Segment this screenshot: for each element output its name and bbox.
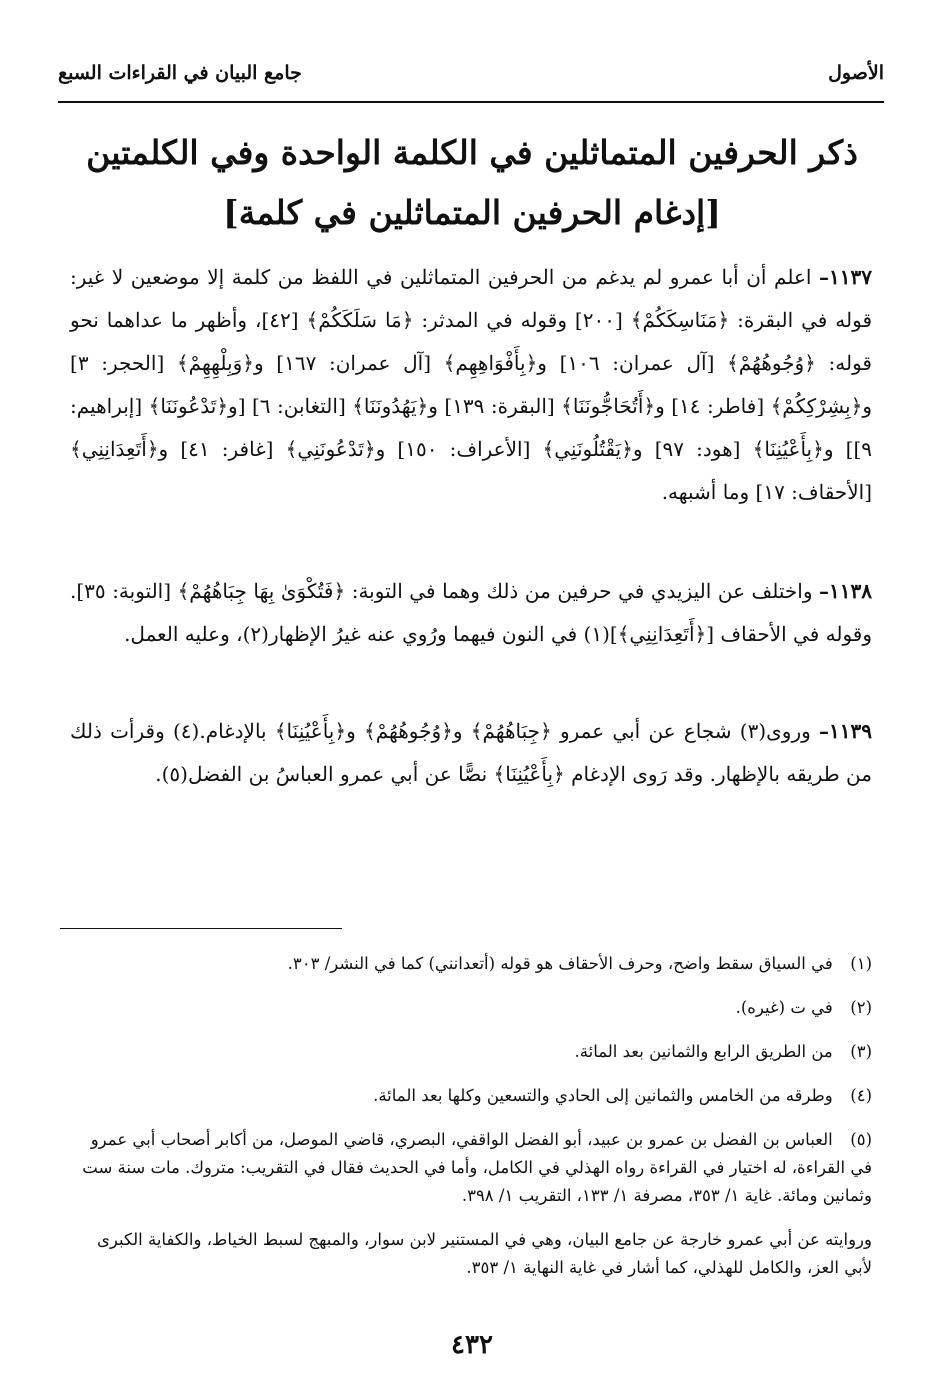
footnote-text: في ت (غيره). (735, 998, 833, 1017)
footnote-text: من الطريق الرابع والثمانين بعد المائة. (574, 1042, 833, 1061)
paragraph-text: وروى(٣) شجاع عن أبي عمرو ﴿جِبَاهُهُمْ﴾ و﴿وُجُوهُهُمْ﴾ و﴿بِأَعْيُنِنَا﴾ بالإدغام.(٤) وقرأت ذلك من طريقه بالإظهار. وقد رَوى الإدغام ﴿بِأَعْيُنِنَا﴾ نصًّا عن أبي عمرو العباسُ بن الفضل(٥). (70, 719, 872, 786)
footnote-continuation: وروايته عن أبي عمرو خارجة عن جامع البيان، وهي في المستنير لابن سوار، والمبهج لسبط الخياط، والكفاية الكبرى لأبي العز، والكامل للهذلي، كما أشار في غاية النهاية ١/ ٣٥٣. (97, 1230, 872, 1277)
footnote-text: العباس بن الفضل بن عمرو بن عبيد، أبو الفضل الواقفي، البصري، قاضي الموصل، من أكابر أصحاب أبي عمرو في القراءة، له اختيار في القراءة رواه الهذلي في الكامل، وأما في الحديث فقال في التقريب: متروك. مات سنة ست وثمانين ومائة. غاية ١/ ٣٥٣، مصرفة ١/ ١٣٣، التقريب ١/ ٣٩٨. (82, 1130, 872, 1205)
paragraph-1139 (70, 710, 872, 796)
section-title: الأصول (828, 62, 884, 84)
header-rule (58, 101, 884, 103)
running-header (58, 62, 884, 100)
footnote-separator (60, 928, 342, 929)
footnote-text: في السياق سقط واضح، وحرف الأحقاف هو قوله (أتعدانني) كما في النشر/ ٣٠٣. (287, 954, 833, 973)
chapter-title: ذكر الحرفين المتماثلين في الكلمة الواحدة وفي الكلمتين (86, 133, 858, 172)
paragraph-text: واختلف عن اليزيدي في حرفين من ذلك وهما في التوبة: ﴿فَتُكْوَىٰ بِهَا جِبَاهُهُمْ﴾ [التوبة: ٣٥]. وقوله في الأحقاف [﴿أَتَعِدَانِنِي﴾](١) في النون فيهما ورُوي عنه غيرُ الإظهار(٢)، وعليه العمل. (70, 579, 872, 646)
footnote-number: (١) (850, 954, 872, 973)
footnote-1 (70, 950, 872, 978)
paragraph-1138 (70, 570, 872, 656)
footnote-text: وطرقه من الخامس والثمانين إلى الحادي والتسعين وكلها بعد المائة. (373, 1086, 833, 1105)
paragraph-text: اعلم أن أبا عمرو لم يدغم من الحرفين المتماثلين في اللفظ من كلمة إلا موضعين لا غير: قوله في البقرة: ﴿مَنَاسِكَكُمْ﴾ [٢٠٠] وقوله في المدثر: ﴿مَا سَلَكَكُمْ﴾ [٤٢]، وأظهر ما عداهما نحو قوله: ﴿وُجُوهُهُمْ﴾ [آل عمران: ١٠٦] و﴿بِأَفْوَاهِهِم﴾ [آل عمران: ١٦٧] و﴿وَبِلْهِهِمْ﴾ [الحجر: ٣] و﴿بِشِرْكِكُمْ﴾ [فاطر: ١٤] و﴿أَتُحَاجُّونَنَا﴾ [البقرة: ١٣٩] و﴿يَهُدُونَنَا﴾ [التغابن: ٦] [و﴿تَدْعُونَنَا﴾ [إبراهيم: ٩]] و﴿بِأَعْيُنِنَا﴾ [هود: ٩٧] و﴿يَقْتُلُونَنِي﴾ [الأعراف: ١٥٠] و﴿تَدْعُونَنِي﴾ [غافر: ٤١] و﴿أَتَعِدَانِنِي﴾ [الأحقاف: ١٧] وما أشبهه. (70, 265, 873, 504)
footnote-2 (70, 994, 872, 1022)
footnote-4 (70, 1082, 872, 1110)
footnote-number: (٣) (850, 1042, 872, 1061)
footnote-number: (٥) (850, 1130, 872, 1149)
paragraph-number: ١١٣٩– (819, 719, 872, 743)
page-number: ٤٣٢ (451, 1330, 493, 1360)
footnote-number: (٢) (850, 998, 872, 1017)
paragraph-number: ١١٣٨– (819, 579, 873, 603)
footnotes (70, 950, 872, 1282)
paragraph-1137 (70, 256, 872, 514)
footnote-number: (٤) (850, 1086, 872, 1105)
paragraph-number: ١١٣٧– (819, 265, 872, 289)
footnote-3 (70, 1038, 872, 1066)
footnote-5 (70, 1126, 872, 1210)
book-title: جامع البيان في القراءات السبع (58, 62, 302, 84)
section-subtitle: [إدغام الحرفين المتماثلين في كلمة] (223, 193, 721, 232)
